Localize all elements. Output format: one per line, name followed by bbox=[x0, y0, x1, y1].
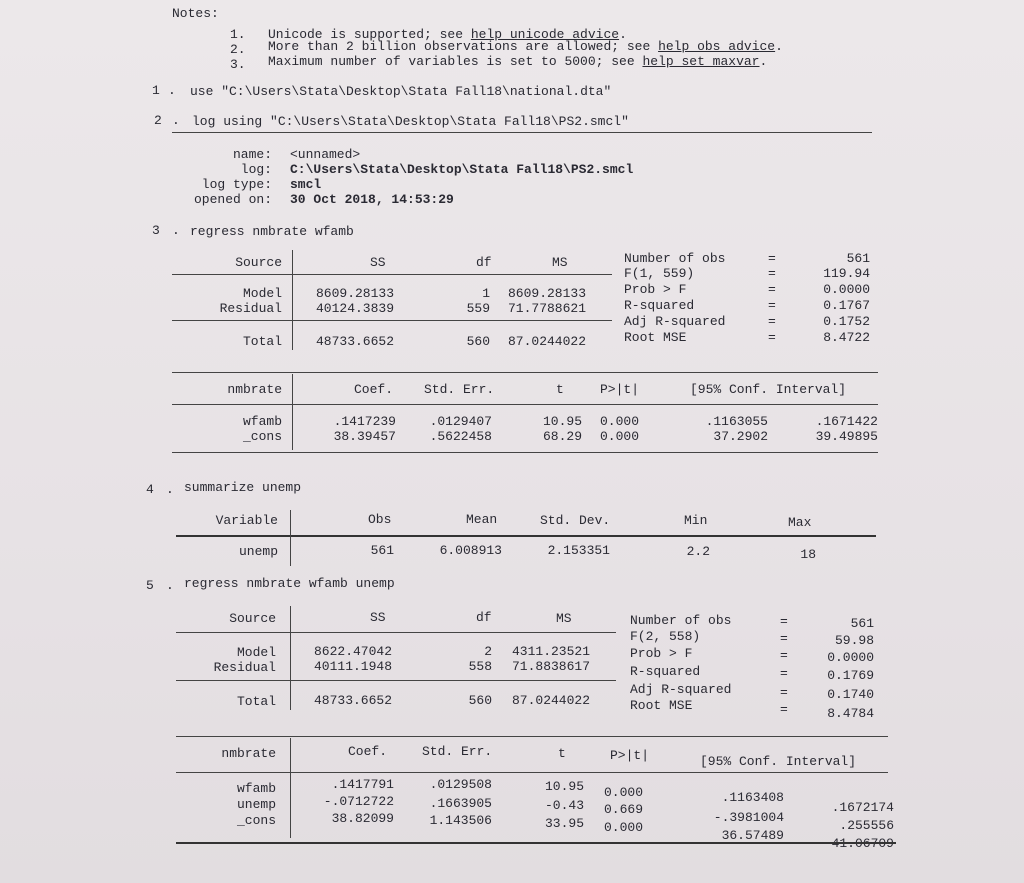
note-3-pre: Maximum number of variables is set to 5000; see bbox=[268, 54, 643, 69]
anova-2-row-residual-ss: 40111.1948 bbox=[314, 659, 393, 674]
coef-1-row-cons-coef: 38.39457 bbox=[333, 429, 396, 444]
summary-row-mean: 6.008913 bbox=[439, 543, 502, 558]
anova-1-stat-nobs-value: 561 bbox=[846, 251, 870, 266]
note-1-num: 1. bbox=[230, 27, 246, 42]
anova-2-ss-header: SS bbox=[370, 610, 386, 625]
anova-2-stat-r2-value: 0.1769 bbox=[827, 668, 874, 683]
cmd-1-num: 1 bbox=[152, 83, 160, 98]
anova-2-row-model-ms: 4311.23521 bbox=[512, 644, 591, 659]
anova-2-stat-nobs-label: Number of obs bbox=[630, 613, 732, 628]
log-name-value: <unnamed> bbox=[290, 147, 361, 162]
cmd-5-dot: . bbox=[166, 578, 174, 593]
coef-2-row-unemp-p: 0.669 bbox=[604, 802, 644, 817]
anova-1-row-residual-df: 559 bbox=[466, 301, 490, 316]
coef-1-top-rule bbox=[172, 372, 878, 373]
anova-1-stat-f-label: F(1, 559) bbox=[624, 266, 695, 281]
anova-2-total-rule bbox=[176, 680, 616, 681]
note-3-link[interactable]: help set_maxvar bbox=[642, 54, 760, 69]
anova-1-total-ms: 87.0244022 bbox=[508, 334, 587, 349]
anova-1-row-residual-ms: 71.7788621 bbox=[508, 301, 587, 316]
coef-1-row-wfamb-hi: .1671422 bbox=[815, 414, 878, 429]
coef-2-row-cons-t: 33.95 bbox=[544, 816, 584, 831]
note-2-text bbox=[268, 39, 783, 54]
anova-1-total-rule bbox=[172, 320, 612, 321]
anova-1-row-residual-label: Residual bbox=[219, 301, 282, 316]
note-2-pre: More than 2 billion observations are allowed; see bbox=[268, 39, 659, 54]
summary-header-mean: Mean bbox=[466, 512, 498, 527]
coef-2-bottom-rule bbox=[176, 842, 896, 844]
cmd-2-dot: . bbox=[172, 113, 180, 128]
cmd-4-num: 4 bbox=[146, 482, 154, 497]
anova-2-row-residual-df: 558 bbox=[468, 659, 492, 674]
coef-1-row-wfamb-coef: .1417239 bbox=[333, 414, 396, 429]
anova-1-ss-header: SS bbox=[370, 255, 386, 270]
summary-vrule bbox=[290, 510, 291, 566]
coef-1-row-cons-hi: 39.49895 bbox=[815, 429, 878, 444]
coef-2-header-t: t bbox=[558, 746, 566, 761]
coef-2-row-wfamb-lo: .1163408 bbox=[721, 790, 784, 805]
summary-header-sd: Std. Dev. bbox=[540, 513, 611, 528]
coef-2-vrule bbox=[290, 738, 291, 838]
anova-2-row-model-df: 2 bbox=[484, 644, 492, 659]
coef-2-top-rule bbox=[176, 736, 888, 737]
coef-1-row-cons-p: 0.000 bbox=[600, 429, 640, 444]
coef-1-header-ci: [95% Conf. Interval] bbox=[690, 382, 847, 397]
coef-2-row-wfamb-t: 10.95 bbox=[544, 779, 584, 794]
cmd-1-dot: . bbox=[168, 83, 176, 98]
log-type-label: log type: bbox=[201, 177, 272, 192]
anova-1-total-df: 560 bbox=[466, 334, 490, 349]
note-3-text bbox=[268, 54, 767, 69]
summary-row-min: 2.2 bbox=[686, 544, 710, 559]
cmd-3-dot: . bbox=[172, 223, 180, 238]
anova-1-header-rule bbox=[172, 274, 612, 275]
coef-1-row-wfamb-t: 10.95 bbox=[542, 414, 582, 429]
anova-2-vrule bbox=[290, 606, 291, 710]
anova-1-row-model-ss: 8609.28133 bbox=[316, 286, 395, 301]
note-1-pre: Unicode is supported; see bbox=[268, 27, 471, 42]
cmd-4-text: summarize unemp bbox=[184, 480, 302, 495]
anova-2-total-label: Total bbox=[236, 694, 276, 709]
log-path-value: C:\Users\Stata\Desktop\Stata Fall18\PS2.smcl bbox=[290, 162, 634, 177]
anova-2-row-residual-ms: 71.8838617 bbox=[512, 659, 591, 674]
anova-1-df-header: df bbox=[476, 255, 492, 270]
anova-1-stat-r2-label: R-squared bbox=[624, 298, 695, 313]
anova-1-stat-f-eq: = bbox=[768, 266, 776, 281]
coef-1-vrule bbox=[292, 374, 293, 450]
coef-1-header-var: nmbrate bbox=[227, 382, 282, 397]
coef-2-header-se: Std. Err. bbox=[422, 744, 493, 759]
coef-2-row-unemp-se: .1663905 bbox=[429, 796, 492, 811]
anova-2-header-rule bbox=[176, 632, 616, 633]
coef-1-row-wfamb-var: wfamb bbox=[242, 414, 282, 429]
anova-1-row-model-label: Model bbox=[242, 286, 282, 301]
anova-1-source-header: Source bbox=[235, 255, 282, 270]
anova-2-stat-r2-label: R-squared bbox=[630, 664, 701, 679]
cmd-4-dot: . bbox=[166, 482, 174, 497]
coef-1-row-cons-lo: 37.2902 bbox=[713, 429, 768, 444]
coef-1-row-wfamb-lo: .1163055 bbox=[705, 414, 768, 429]
anova-1-vrule bbox=[292, 250, 293, 350]
coef-2-row-unemp-hi: .255556 bbox=[839, 818, 894, 833]
anova-2-total-ms: 87.0244022 bbox=[512, 693, 591, 708]
coef-2-header-ci: [95% Conf. Interval] bbox=[700, 754, 857, 769]
coef-1-header-t: t bbox=[556, 382, 564, 397]
anova-1-stat-adjr2-label: Adj R-squared bbox=[624, 314, 726, 329]
anova-2-stat-adjr2-eq: = bbox=[780, 685, 788, 700]
anova-2-stat-rmse-eq: = bbox=[780, 702, 788, 717]
note-2-link[interactable]: help obs_advice bbox=[658, 39, 776, 54]
anova-2-stat-rmse-value: 8.4784 bbox=[827, 706, 874, 721]
anova-2-df-header: df bbox=[476, 610, 492, 625]
coef-1-bottom-rule bbox=[172, 452, 878, 453]
coef-2-header-rule bbox=[176, 772, 888, 773]
note-2-post: . bbox=[775, 39, 783, 54]
coef-2-row-cons-se: 1.143506 bbox=[429, 813, 492, 828]
anova-2-stat-nobs-eq: = bbox=[780, 614, 788, 629]
coef-2-row-wfamb-p: 0.000 bbox=[604, 785, 644, 800]
summary-row-sd: 2.153351 bbox=[547, 543, 610, 558]
anova-2-total-ss: 48733.6652 bbox=[314, 693, 393, 708]
cmd-3-text: regress nmbrate wfamb bbox=[190, 224, 354, 239]
anova-2-stat-f-eq: = bbox=[780, 631, 788, 646]
anova-2-stat-f-label: F(2, 558) bbox=[630, 629, 701, 644]
anova-1-stat-rmse-label: Root MSE bbox=[624, 330, 687, 345]
coef-2-header-p: P>|t| bbox=[610, 748, 650, 763]
anova-1-stat-prob-label: Prob > F bbox=[624, 282, 687, 297]
coef-1-row-cons-var: _cons bbox=[242, 429, 282, 444]
summary-row-variable: unemp bbox=[238, 544, 278, 559]
anova-2-stat-prob-label: Prob > F bbox=[630, 646, 693, 661]
anova-1-stat-prob-value: 0.0000 bbox=[823, 282, 870, 297]
summary-header-obs: Obs bbox=[368, 512, 392, 527]
coef-2-row-unemp-t: -0.43 bbox=[544, 798, 584, 813]
anova-2-total-df: 560 bbox=[468, 693, 492, 708]
cmd-2-text: log using "C:\Users\Stata\Desktop\Stata Fall18\PS2.smcl" bbox=[192, 114, 629, 129]
summary-header-variable: Variable bbox=[215, 513, 278, 528]
log-path-label: log: bbox=[240, 162, 272, 177]
coef-1-row-cons-se: .5622458 bbox=[429, 429, 492, 444]
coef-1-row-wfamb-p: 0.000 bbox=[600, 414, 640, 429]
anova-1-stat-adjr2-value: 0.1752 bbox=[823, 314, 870, 329]
anova-2-stat-rmse-label: Root MSE bbox=[630, 698, 693, 713]
anova-1-total-ss: 48733.6652 bbox=[316, 334, 395, 349]
divider bbox=[172, 132, 872, 133]
coef-2-row-cons-lo: 36.57489 bbox=[721, 828, 784, 843]
coef-2-header-coef: Coef. bbox=[348, 744, 388, 759]
coef-1-header-p: P>|t| bbox=[600, 382, 640, 397]
summary-header-rule bbox=[176, 535, 876, 537]
coef-2-row-wfamb-hi: .1672174 bbox=[831, 800, 894, 815]
note-3-post: . bbox=[759, 54, 768, 69]
anova-2-source-header: Source bbox=[229, 611, 276, 626]
coef-1-header-coef: Coef. bbox=[354, 382, 394, 397]
anova-2-stat-prob-eq: = bbox=[780, 648, 788, 663]
anova-2-stat-nobs-value: 561 bbox=[850, 616, 874, 631]
cmd-3-num: 3 bbox=[152, 223, 160, 238]
summary-row-obs: 561 bbox=[370, 543, 394, 558]
coef-1-header-se: Std. Err. bbox=[424, 382, 495, 397]
anova-2-row-model-label: Model bbox=[236, 645, 276, 660]
anova-1-stat-f-value: 119.94 bbox=[823, 266, 870, 281]
log-type-value: smcl bbox=[290, 177, 322, 192]
coef-2-header-var: nmbrate bbox=[221, 746, 276, 761]
log-opened-label: opened on: bbox=[193, 192, 272, 207]
coef-2-row-unemp-lo: -.3981004 bbox=[713, 810, 784, 825]
cmd-5-text: regress nmbrate wfamb unemp bbox=[184, 576, 395, 591]
coef-2-row-wfamb-var: wfamb bbox=[236, 781, 276, 796]
anova-1-stat-prob-eq: = bbox=[768, 282, 776, 297]
note-3-num: 3. bbox=[230, 57, 246, 72]
cmd-5-num: 5 bbox=[146, 578, 154, 593]
anova-1-row-model-ms: 8609.28133 bbox=[508, 286, 587, 301]
anova-2-stat-f-value: 59.98 bbox=[834, 633, 874, 648]
coef-2-row-wfamb-coef: .1417791 bbox=[331, 777, 394, 792]
coef-2-row-unemp-var: unemp bbox=[236, 797, 276, 812]
coef-2-row-unemp-coef: -.0712722 bbox=[323, 794, 394, 809]
note-1-link[interactable]: help unicode_advice bbox=[470, 27, 620, 42]
anova-2-stat-prob-value: 0.0000 bbox=[827, 650, 874, 665]
anova-1-stat-adjr2-eq: = bbox=[768, 314, 776, 329]
cmd-2-num: 2 bbox=[154, 113, 162, 128]
coef-2-row-cons-coef: 38.82099 bbox=[331, 811, 394, 826]
coef-1-header-rule bbox=[172, 404, 878, 405]
anova-2-stat-r2-eq: = bbox=[780, 666, 788, 681]
coef-2-row-cons-p: 0.000 bbox=[604, 820, 644, 835]
anova-2-ms-header: MS bbox=[556, 611, 572, 626]
summary-row-max: 18 bbox=[800, 547, 816, 562]
note-1-post: . bbox=[619, 27, 627, 42]
anova-1-stat-nobs-eq: = bbox=[768, 251, 776, 266]
anova-1-ms-header: MS bbox=[552, 255, 568, 270]
anova-1-total-label: Total bbox=[242, 334, 282, 349]
anova-1-row-model-df: 1 bbox=[482, 286, 490, 301]
anova-1-stat-nobs-label: Number of obs bbox=[624, 251, 726, 266]
anova-2-stat-adjr2-value: 0.1740 bbox=[827, 687, 874, 702]
coef-1-row-wfamb-se: .0129407 bbox=[429, 414, 492, 429]
cmd-1-text: use "C:\Users\Stata\Desktop\Stata Fall18\national.dta" bbox=[190, 84, 612, 99]
anova-1-stat-rmse-eq: = bbox=[768, 330, 776, 345]
anova-2-row-residual-label: Residual bbox=[213, 660, 276, 675]
anova-2-stat-adjr2-label: Adj R-squared bbox=[630, 682, 732, 697]
anova-1-stat-rmse-value: 8.4722 bbox=[823, 330, 870, 345]
log-opened-value: 30 Oct 2018, 14:53:29 bbox=[290, 192, 454, 207]
log-name-label: name: bbox=[232, 147, 272, 162]
anova-1-stat-r2-eq: = bbox=[768, 298, 776, 313]
anova-1-row-residual-ss: 40124.3839 bbox=[316, 301, 395, 316]
notes-header: Notes: bbox=[172, 6, 219, 21]
coef-2-row-wfamb-se: .0129508 bbox=[429, 777, 492, 792]
summary-header-max: Max bbox=[788, 515, 812, 530]
coef-2-row-cons-hi: 41.06709 bbox=[831, 836, 894, 851]
summary-header-min: Min bbox=[684, 513, 708, 528]
anova-1-stat-r2-value: 0.1767 bbox=[823, 298, 870, 313]
anova-2-row-model-ss: 8622.47042 bbox=[314, 644, 393, 659]
coef-1-row-cons-t: 68.29 bbox=[542, 429, 582, 444]
note-2-num: 2. bbox=[230, 42, 246, 57]
coef-2-row-cons-var: _cons bbox=[236, 813, 276, 828]
